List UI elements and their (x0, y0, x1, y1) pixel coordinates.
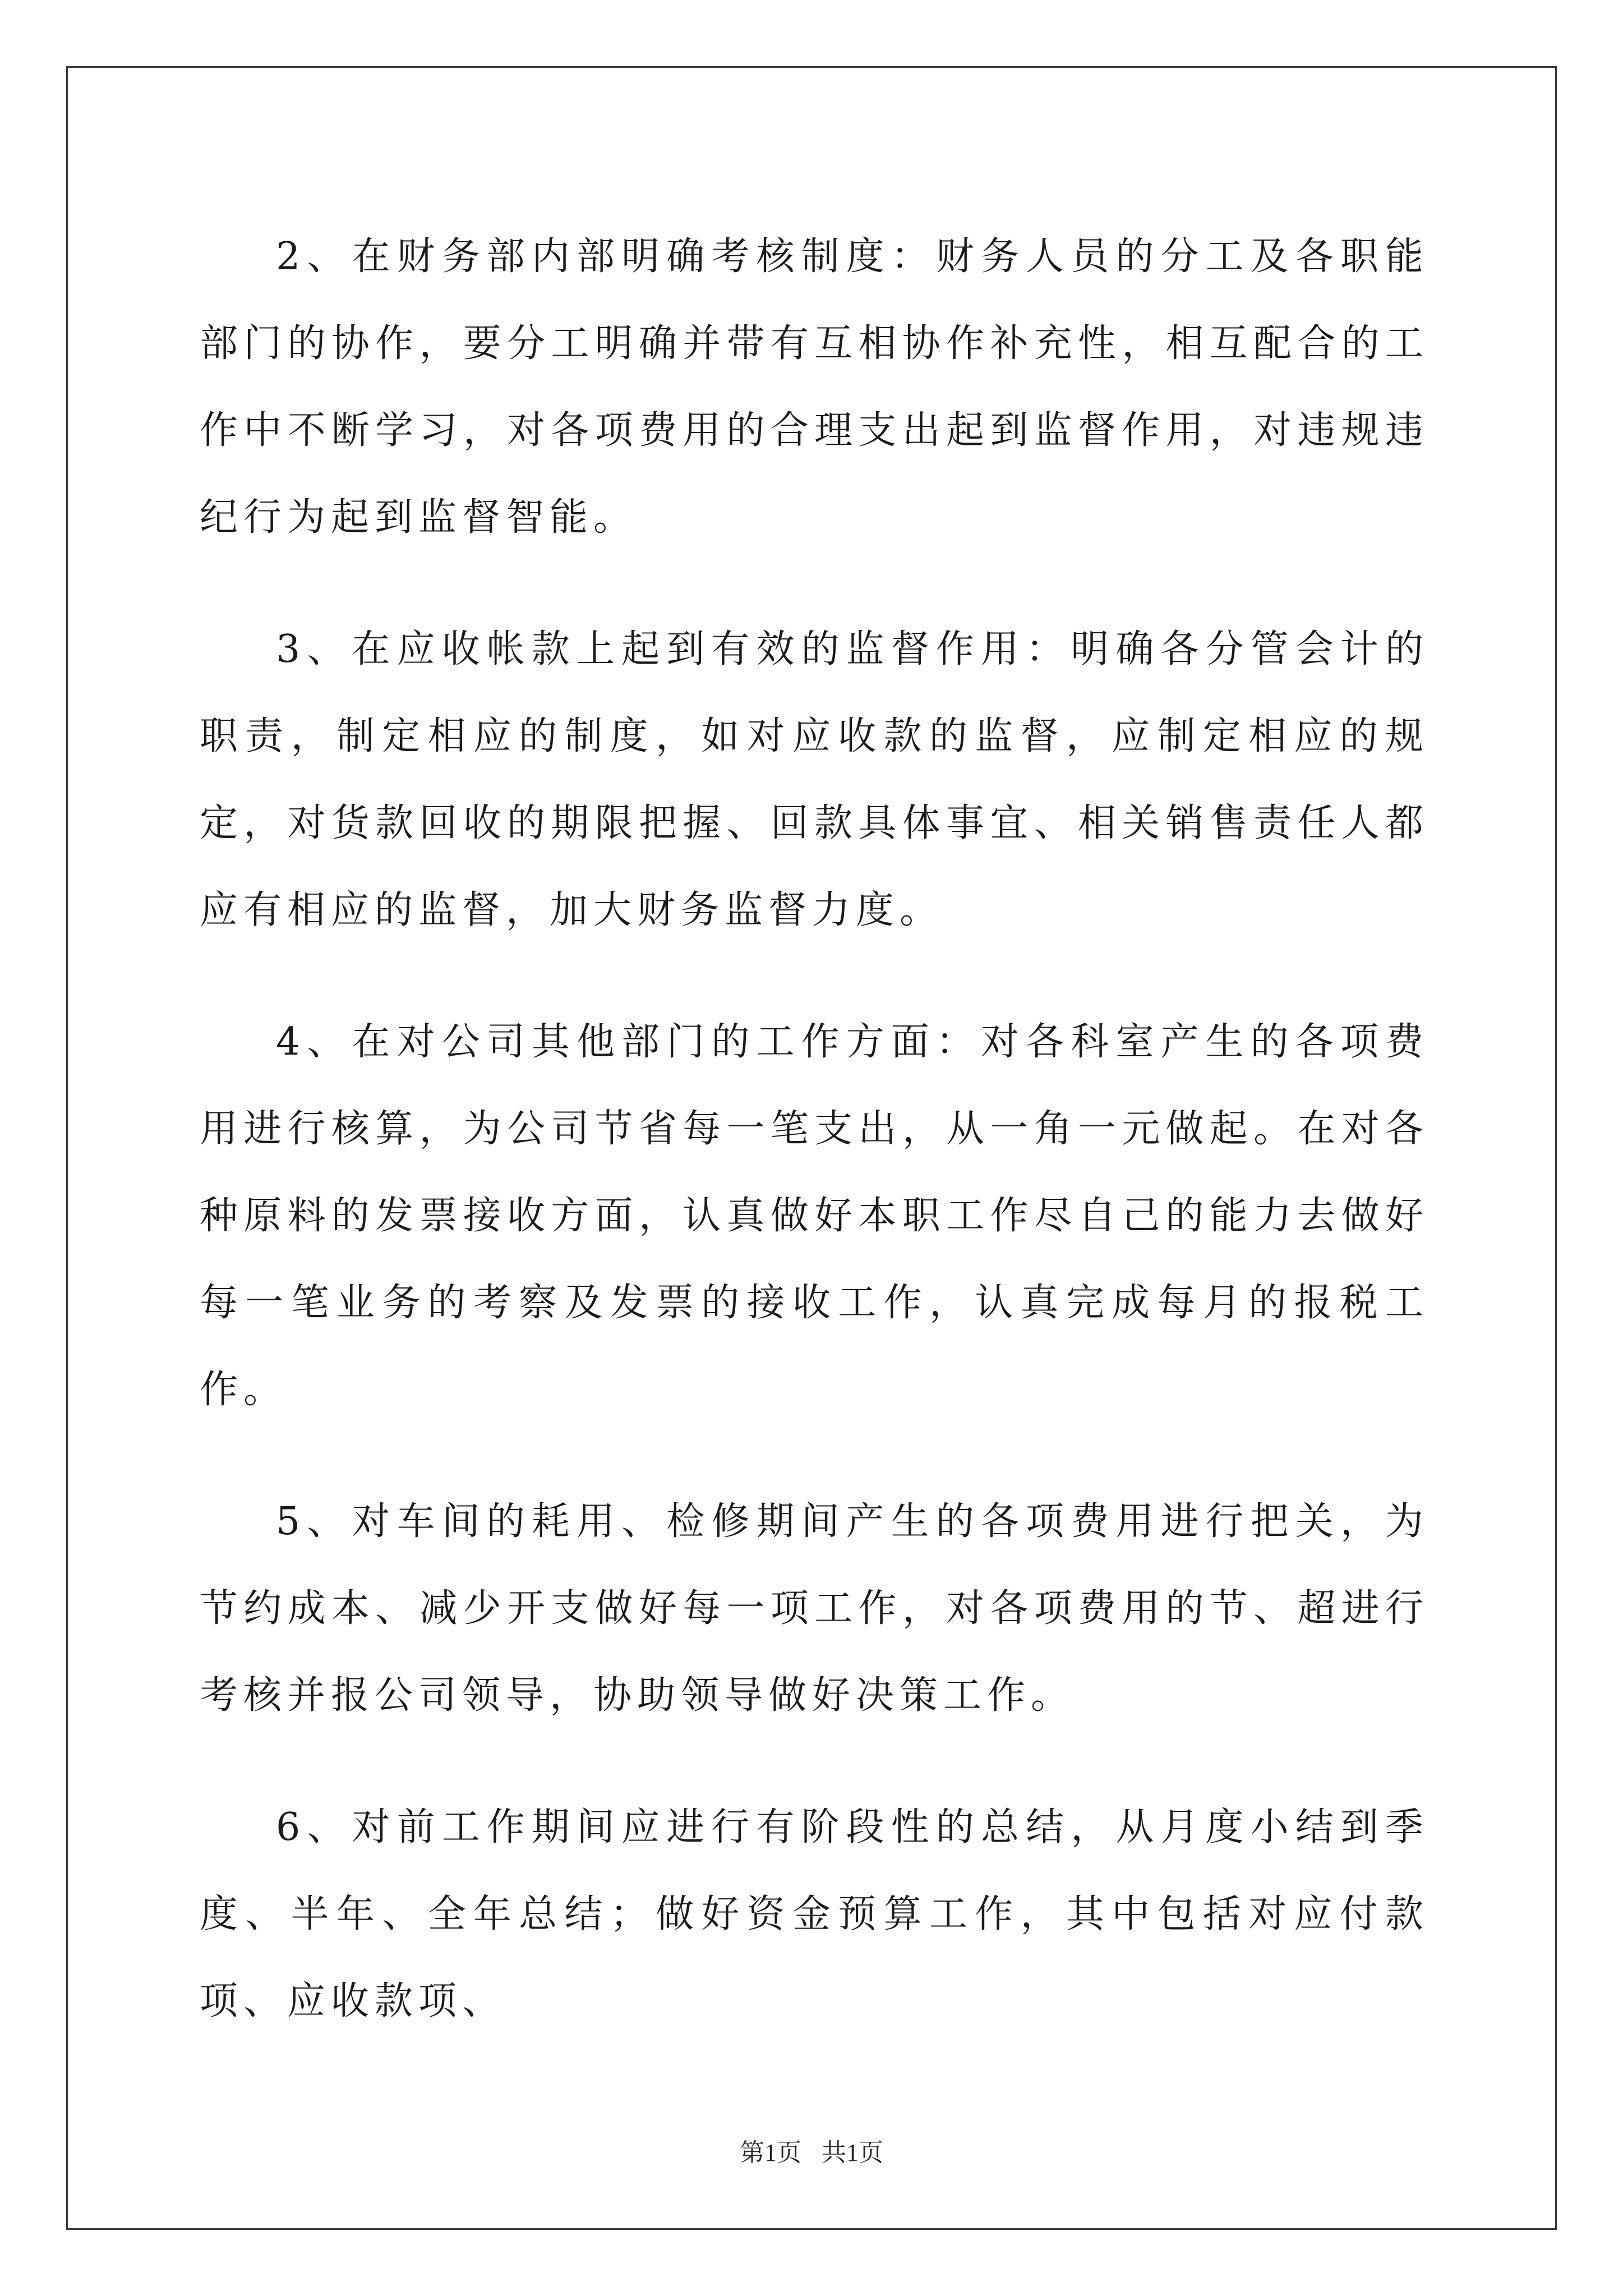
page-number: 第1页 (740, 2139, 801, 2166)
paragraph-6: 6、对前工作期间应进行有阶段性的总结，从月度小结到季度、半年、全年总结；做好资金预算工作，其中包括对应付款项、应收款项、 (200, 1805, 1429, 2023)
paragraph-2: 2、在财务部内部明确考核制度：财务人员的分工及各职能部门的协作，要分工明确并带有互相协作补充性，相互配合的工作中不断学习，对各项费用的合理支出起到监督作用，对违规违纪行为起到监督智能。 (200, 234, 1429, 540)
paragraph-4: 4、在对公司其他部门的工作方面：对各科室产生的各项费用进行核算，为公司节省每一笔支出，从一角一元做起。在对各种原料的发票接收方面，认真做好本职工作尽自己的能力去做好每一笔业务的考察及发票的接收工作，认真完成每月的报税工作。 (200, 1020, 1429, 1412)
page-count: 共1页 (822, 2139, 883, 2166)
page-footer (0, 2136, 1623, 2170)
document-body (200, 213, 1429, 2045)
paragraph-5: 5、对车间的耗用、检修期间产生的各项费用进行把关，为节约成本、减少开支做好每一项工作，对各项费用的节、超进行考核并报公司领导，协助领导做好决策工作。 (200, 1499, 1429, 1718)
paragraph-3: 3、在应收帐款上起到有效的监督作用：明确各分管会计的职责，制定相应的制度，如对应收款的监督，应制定相应的规定，对货款回收的期限把握、回款具体事宜、相关销售责任人都应有相应的监督，加大财务监督力度。 (200, 627, 1429, 932)
